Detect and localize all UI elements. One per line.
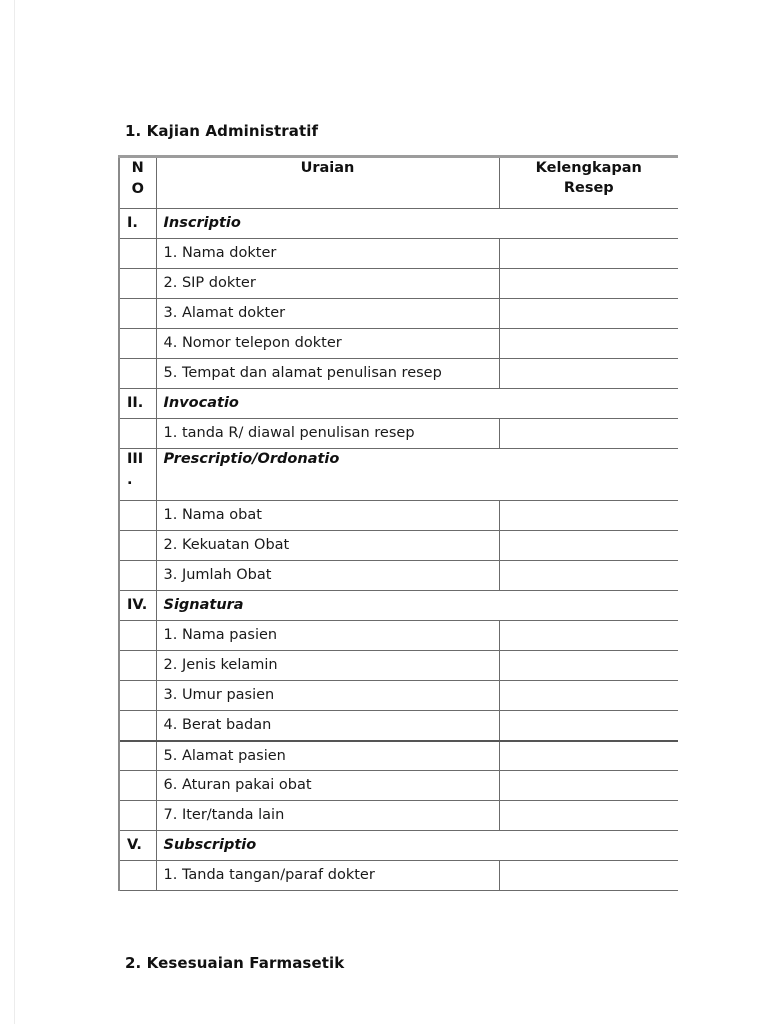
checklist-cell[interactable] bbox=[499, 741, 678, 771]
item-label: 5. Tempat dan alamat penulisan resep bbox=[156, 359, 499, 389]
checklist-cell[interactable] bbox=[499, 359, 678, 389]
section-row bbox=[119, 831, 678, 861]
item-label: 1. Tanda tangan/paraf dokter bbox=[156, 861, 499, 891]
table-row bbox=[119, 681, 678, 711]
checklist-cell[interactable] bbox=[499, 861, 678, 891]
page-edge bbox=[14, 0, 15, 1024]
header-kelengkapan-line2: Resep bbox=[563, 180, 614, 196]
section-number: II. bbox=[119, 389, 156, 419]
section-heading-kesesuaian-farmasetik: 2. Kesesuaian Farmasetik bbox=[125, 954, 345, 972]
checklist-cell[interactable] bbox=[499, 329, 678, 359]
table-header-row bbox=[119, 157, 678, 209]
checklist-cell[interactable] bbox=[499, 711, 678, 741]
checklist-cell[interactable] bbox=[499, 419, 678, 449]
header-kelengkapan-resep bbox=[499, 157, 678, 209]
table-row bbox=[119, 501, 678, 531]
section-number: IV. bbox=[119, 591, 156, 621]
section-row bbox=[119, 449, 678, 501]
checklist-cell[interactable] bbox=[499, 501, 678, 531]
item-label: 6. Aturan pakai obat bbox=[156, 771, 499, 801]
header-kelengkapan-line1: Kelengkapan bbox=[535, 160, 642, 176]
checklist-cell[interactable] bbox=[499, 621, 678, 651]
header-no-line1: N bbox=[131, 160, 144, 176]
item-label: 2. Jenis kelamin bbox=[156, 651, 499, 681]
item-label: 3. Umur pasien bbox=[156, 681, 499, 711]
item-label: 3. Jumlah Obat bbox=[156, 561, 499, 591]
item-label: 4. Berat badan bbox=[156, 711, 499, 741]
section-number: V. bbox=[119, 831, 156, 861]
table-row bbox=[119, 621, 678, 651]
kajian-administratif-table bbox=[118, 155, 678, 891]
table-row bbox=[119, 801, 678, 831]
checklist-cell[interactable] bbox=[499, 771, 678, 801]
header-no bbox=[119, 157, 156, 209]
table-row bbox=[119, 531, 678, 561]
item-label: 2. Kekuatan Obat bbox=[156, 531, 499, 561]
checklist-cell[interactable] bbox=[499, 801, 678, 831]
table-row bbox=[119, 299, 678, 329]
table-row bbox=[119, 269, 678, 299]
table-row bbox=[119, 239, 678, 269]
table-row bbox=[119, 861, 678, 891]
section-title: Inscriptio bbox=[156, 209, 678, 239]
section-title: Invocatio bbox=[156, 389, 678, 419]
item-label: 1. tanda R/ diawal penulisan resep bbox=[156, 419, 499, 449]
item-label: 5. Alamat pasien bbox=[156, 741, 499, 771]
checklist-cell[interactable] bbox=[499, 651, 678, 681]
section-title: Signatura bbox=[156, 591, 678, 621]
checklist-cell[interactable] bbox=[499, 561, 678, 591]
table-row bbox=[119, 741, 678, 771]
item-label: 1. Nama pasien bbox=[156, 621, 499, 651]
table-row bbox=[119, 561, 678, 591]
table-row bbox=[119, 771, 678, 801]
table-row bbox=[119, 419, 678, 449]
section-number: I. bbox=[119, 209, 156, 239]
section-heading-kajian-administratif: 1. Kajian Administratif bbox=[125, 122, 319, 140]
item-label: 1. Nama obat bbox=[156, 501, 499, 531]
section-row bbox=[119, 389, 678, 419]
table-row bbox=[119, 329, 678, 359]
section-row bbox=[119, 209, 678, 239]
table-row bbox=[119, 711, 678, 741]
checklist-cell[interactable] bbox=[499, 299, 678, 329]
section-row bbox=[119, 591, 678, 621]
header-uraian bbox=[156, 157, 499, 209]
item-label: 2. SIP dokter bbox=[156, 269, 499, 299]
table-row bbox=[119, 359, 678, 389]
section-number-line2: . bbox=[127, 472, 133, 488]
section-title: Prescriptio/Ordonatio bbox=[156, 449, 678, 501]
header-uraian-label: Uraian bbox=[300, 160, 355, 176]
section-title: Subscriptio bbox=[156, 831, 678, 861]
checklist-cell[interactable] bbox=[499, 239, 678, 269]
item-label: 7. Iter/tanda lain bbox=[156, 801, 499, 831]
section-number bbox=[119, 449, 156, 501]
checklist-cell[interactable] bbox=[499, 531, 678, 561]
item-label: 1. Nama dokter bbox=[156, 239, 499, 269]
checklist-cell[interactable] bbox=[499, 681, 678, 711]
table-row bbox=[119, 651, 678, 681]
item-label: 4. Nomor telepon dokter bbox=[156, 329, 499, 359]
checklist-cell[interactable] bbox=[499, 269, 678, 299]
item-label: 3. Alamat dokter bbox=[156, 299, 499, 329]
section-number-line1: III bbox=[127, 451, 144, 467]
header-no-line2: O bbox=[131, 181, 144, 197]
